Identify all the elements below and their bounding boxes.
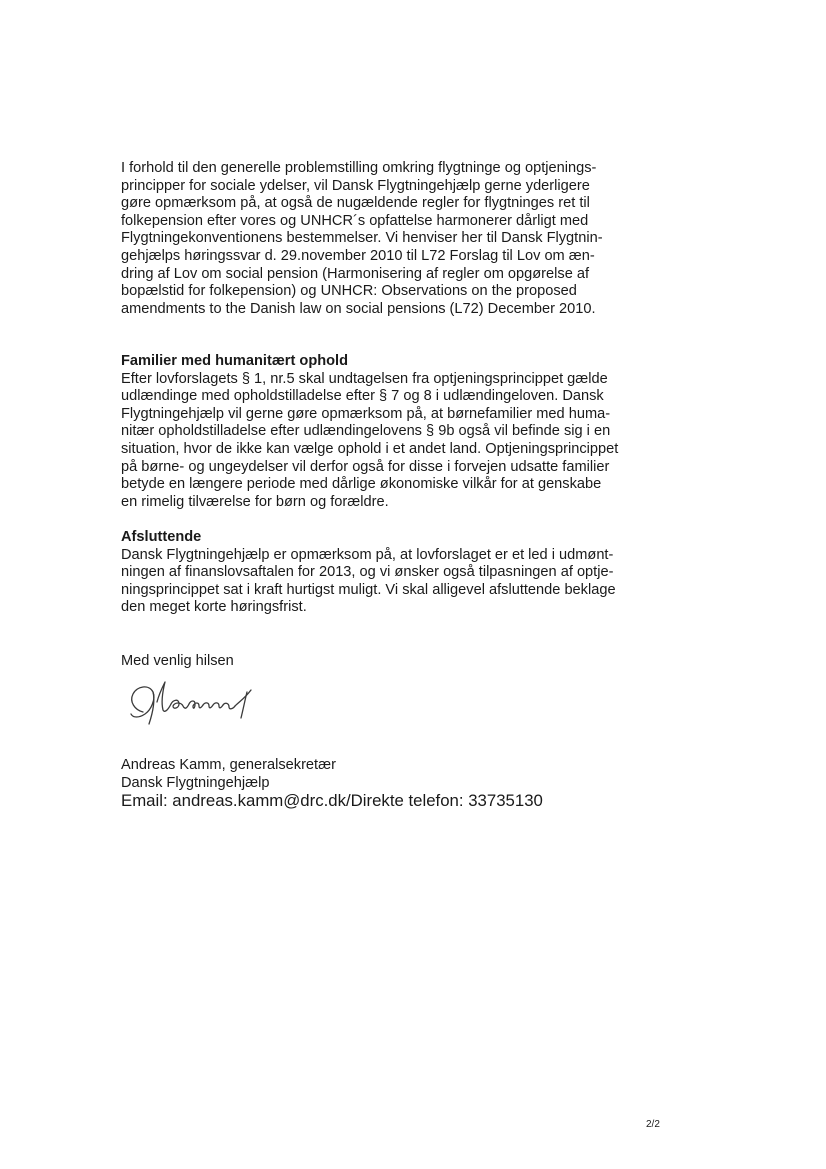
paragraph-line: ningen af finanslovsaftalen for 2013, og vi ønsker også tilpasningen af optje- (121, 564, 614, 581)
paragraph-line: bopælstid for folkepension) og UNHCR: Observations on the proposed (121, 283, 577, 300)
greeting (121, 653, 651, 671)
paragraph-line: den meget korte høringsfrist. (121, 599, 307, 616)
paragraph-line: gøre opmærksom på, at også de nugældende regler for flygtninges ret til (121, 195, 590, 212)
paragraph-line: en rimelig tilværelse for børn og forældre. (121, 493, 389, 510)
paragraph-line: dring af Lov om social pension (Harmonisering af regler om opgørelse af (121, 265, 590, 282)
contact-line: Email: andreas.kamm@drc.dk/Direkte telefon: 33735130 (121, 791, 543, 811)
signoff-block (121, 757, 651, 809)
paragraph-line: Dansk Flygtningehjælp er opmærksom på, at lovforslaget er et led i udmønt- (121, 546, 614, 563)
intro-paragraph (121, 160, 651, 318)
section-heading: Afsluttende (121, 529, 202, 545)
paragraph-line: principper for sociale ydelser, vil Dansk Flygtningehjælp gerne yderligere (121, 177, 590, 194)
page-number: 2/2 (646, 1119, 660, 1130)
greeting-text: Med venlig hilsen (121, 653, 234, 669)
section-heading: Familier med humanitært ophold (121, 353, 349, 369)
handwritten-signature-icon (123, 672, 263, 734)
paragraph-line: gehjælps høringssvar d. 29.november 2010 til L72 Forslag til Lov om æn- (121, 247, 595, 264)
paragraph-line: Efter lovforslagets § 1, nr.5 skal undtagelsen fra optjeningsprincippet gælde (121, 370, 608, 387)
signer-organization: Dansk Flygtningehjælp (121, 774, 270, 791)
paragraph-line: folkepension efter vores og UNHCR´s opfattelse harmonerer dårligt med (121, 212, 589, 229)
paragraph-line: betyde en længere periode med dårlige økonomiske vilkår for at genskabe (121, 476, 602, 493)
paragraph-line: I forhold til den generelle problemstilling omkring flygtninge og optjenings- (121, 160, 597, 176)
section-closing (121, 529, 651, 617)
section-humanitarian (121, 353, 651, 511)
paragraph-line: udlændinge med opholdstilladelse efter § 7 og 8 i udlændingeloven. Dansk (121, 388, 604, 405)
paragraph-line: ningsprincippet sat i kraft hurtigst muligt. Vi skal alligevel afsluttende beklage (121, 581, 616, 598)
paragraph-line: på børne- og ungeydelser vil derfor også for disse i forvejen udsatte familier (121, 458, 610, 475)
paragraph-line: situation, hvor de ikke kan vælge ophold i et andet land. Optjeningsprincippet (121, 440, 619, 457)
paragraph-line: nitær opholdstilladelse efter udlændingelovens § 9b også vil befinde sig i en (121, 423, 611, 440)
paragraph-line: Flygtningehjælp vil gerne gøre opmærksom på, at børnefamilier med huma- (121, 405, 611, 422)
paragraph-line: Flygtningekonventionens bestemmelser. Vi henviser her til Dansk Flygtnin- (121, 230, 603, 247)
signer-name-title: Andreas Kamm, generalsekretær (121, 757, 336, 773)
paragraph-line: amendments to the Danish law on social pensions (L72) December 2010. (121, 300, 596, 317)
